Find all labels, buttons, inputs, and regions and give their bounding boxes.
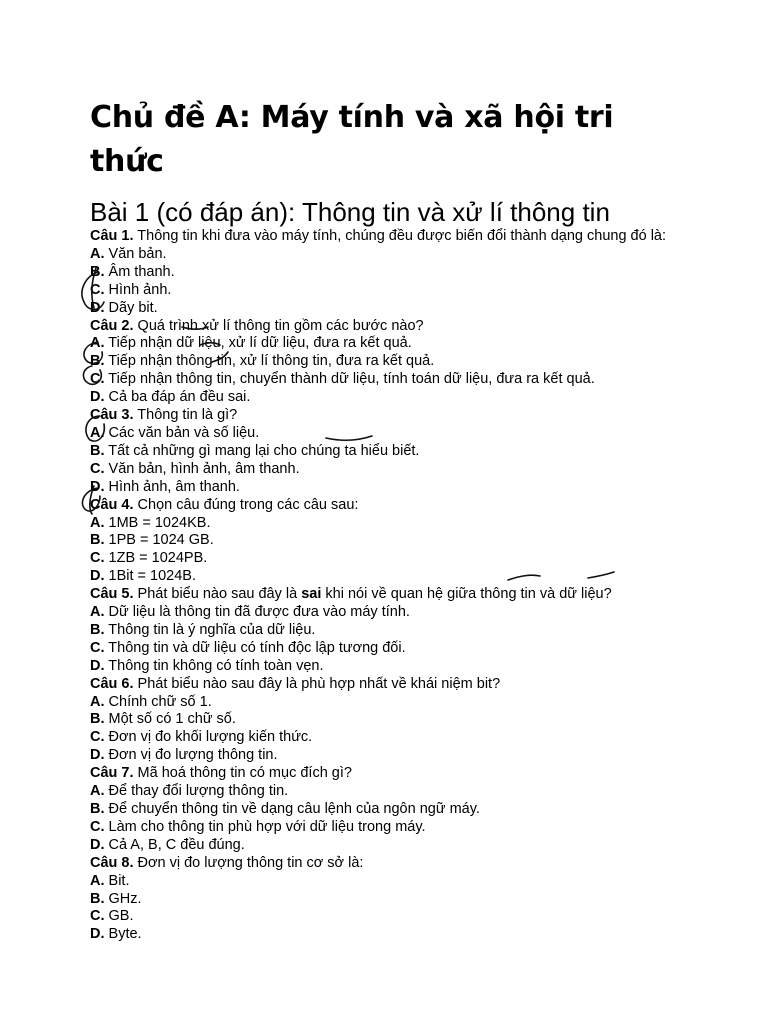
answer-option xyxy=(90,908,690,926)
question-text: Thông tin là gì? xyxy=(133,407,238,424)
option-letter: B. xyxy=(90,890,105,907)
answer-option xyxy=(90,264,690,282)
question-stem xyxy=(90,676,690,694)
option-text: Dữ liệu là thông tin đã được đưa vào máy tính. xyxy=(104,604,410,621)
option-text: Để chuyển thông tin về dạng câu lệnh của ngôn ngữ máy. xyxy=(104,801,480,817)
option-text: Hình ảnh, âm thanh. xyxy=(104,478,240,495)
option-text: Văn bản. xyxy=(104,245,167,262)
answer-option xyxy=(90,282,690,300)
option-letter: D. xyxy=(90,299,105,316)
option-text: GB. xyxy=(104,908,134,925)
document-title: Chủ đề A: Máy tính và xã hội tri thức xyxy=(90,100,614,179)
option-letter: D. xyxy=(90,568,105,585)
question-label: Câu 8. xyxy=(90,854,134,871)
option-letter: C. xyxy=(90,729,105,746)
answer-option xyxy=(90,461,690,479)
option-text: Tất cả những gì mang lại cho chúng ta hiểu biết. xyxy=(104,442,420,459)
answer-option xyxy=(90,371,690,389)
answer-option xyxy=(90,353,690,371)
question-label: Câu 7. xyxy=(90,765,134,782)
option-letter: D. xyxy=(90,389,105,406)
question-label: Câu 3. xyxy=(90,407,134,424)
option-letter: A. xyxy=(90,335,105,352)
option-letter: A. xyxy=(90,245,105,262)
answer-option xyxy=(90,568,690,586)
answer-option xyxy=(90,873,690,891)
answer-option xyxy=(90,604,690,622)
answer-option xyxy=(90,819,690,837)
option-letter: B. xyxy=(90,263,105,280)
answer-option xyxy=(90,747,690,765)
question-stem xyxy=(90,855,690,873)
answer-option xyxy=(90,926,690,944)
question-label: Câu 2. xyxy=(90,317,134,334)
option-text: Chính chữ số 1. xyxy=(104,693,212,710)
question-stem xyxy=(90,318,690,336)
option-letter: C. xyxy=(90,908,105,925)
option-letter: A. xyxy=(90,693,105,710)
question-stem xyxy=(90,586,690,604)
option-letter: B. xyxy=(90,711,105,728)
answer-option xyxy=(90,550,690,568)
option-text: Hình ảnh. xyxy=(104,281,172,298)
option-text: Tiếp nhận thông tin, chuyển thành dữ liệu, tính toán dữ liệu, đưa ra kết quả. xyxy=(104,371,595,388)
answer-option xyxy=(90,425,690,443)
option-letter: B. xyxy=(90,442,105,459)
option-text: Đơn vị đo lượng thông tin. xyxy=(104,747,278,764)
answer-option xyxy=(90,837,690,855)
option-text: Cả A, B, C đều đúng. xyxy=(104,836,245,853)
answer-option xyxy=(90,389,690,407)
option-text: 1MB = 1024KB. xyxy=(104,514,211,531)
option-letter: C. xyxy=(90,371,105,388)
answer-option xyxy=(90,479,690,497)
question-text: Phát biểu nào sau đây là xyxy=(133,586,302,603)
option-text: Làm cho thông tin phù hợp với dữ liệu trong máy. xyxy=(104,818,426,835)
option-letter: B. xyxy=(90,801,105,817)
answer-option xyxy=(90,532,690,550)
document-page xyxy=(90,96,690,944)
question-text: khi nói về quan hệ giữa thông tin và dữ liệu? xyxy=(321,586,612,603)
answer-option xyxy=(90,622,690,640)
question-text: Thông tin khi đưa vào máy tính, chúng đều được biến đổi thành dạng chung đó là: xyxy=(133,228,667,244)
option-text: 1ZB = 1024PB. xyxy=(104,550,208,567)
answer-option xyxy=(90,246,690,264)
option-letter: C. xyxy=(90,281,105,298)
option-letter: C. xyxy=(90,818,105,835)
option-letter: B. xyxy=(90,621,105,638)
option-letter: D. xyxy=(90,926,105,943)
option-text: Thông tin và dữ liệu có tính độc lập tương đối. xyxy=(104,639,406,656)
answer-option xyxy=(90,694,690,712)
answer-option xyxy=(90,335,690,353)
option-text: Âm thanh. xyxy=(104,263,175,280)
question-text: Quá trình xử lí thông tin gồm các bước nào? xyxy=(133,317,424,334)
answer-option xyxy=(90,801,690,819)
answer-option xyxy=(90,658,690,676)
question-label: Câu 1. xyxy=(90,228,134,244)
answer-option xyxy=(90,515,690,533)
answer-option xyxy=(90,640,690,658)
option-text: Bit. xyxy=(104,872,130,889)
answer-option xyxy=(90,783,690,801)
option-text: 1PB = 1024 GB. xyxy=(104,532,214,549)
option-text: 1Bit = 1024B. xyxy=(104,568,196,585)
question-text: Phát biểu nào sau đây là phù hợp nhất về khái niệm bit? xyxy=(133,675,501,692)
option-text: Byte. xyxy=(104,926,142,943)
option-text: GHz. xyxy=(104,890,142,907)
option-letter: A. xyxy=(90,604,105,621)
option-letter: C. xyxy=(90,460,105,477)
option-letter: D. xyxy=(90,478,105,495)
question-text: Chọn câu đúng trong các câu sau: xyxy=(133,496,359,513)
option-text: Cả ba đáp án đều sai. xyxy=(104,389,251,406)
lesson-subtitle: Bài 1 (có đáp án): Thông tin và xử lí thông tin xyxy=(90,197,610,227)
option-text: Đơn vị đo khối lượng kiến thức. xyxy=(104,729,313,746)
option-text: Văn bản, hình ảnh, âm thanh. xyxy=(104,460,300,477)
option-letter: B. xyxy=(90,532,105,549)
option-letter: A. xyxy=(90,514,105,531)
answer-option xyxy=(90,729,690,747)
answer-option xyxy=(90,711,690,729)
option-letter: C. xyxy=(90,639,105,656)
emphasis-word: sai xyxy=(301,586,322,603)
question-stem xyxy=(90,765,690,783)
question-label: Câu 6. xyxy=(90,675,134,692)
option-letter: A. xyxy=(90,424,105,441)
option-text: Tiếp nhận dữ liệu, xử lí dữ liệu, đưa ra kết quả. xyxy=(104,335,412,352)
option-text: Thông tin là ý nghĩa của dữ liệu. xyxy=(104,621,316,638)
question-list xyxy=(90,228,690,944)
option-letter: D. xyxy=(90,747,105,764)
option-text: Một số có 1 chữ số. xyxy=(104,711,236,728)
option-letter: D. xyxy=(90,657,105,674)
answer-option xyxy=(90,443,690,461)
question-text: Mã hoá thông tin có mục đích gì? xyxy=(133,765,352,782)
option-letter: A. xyxy=(90,872,105,889)
option-text: Tiếp nhận thông tin, xử lí thông tin, đưa ra kết quả. xyxy=(104,353,435,370)
option-text: Dãy bit. xyxy=(104,299,158,316)
question-stem xyxy=(90,407,690,425)
answer-option xyxy=(90,891,690,909)
option-letter: D. xyxy=(90,836,105,853)
option-letter: C. xyxy=(90,550,105,567)
question-stem xyxy=(90,497,690,515)
option-text: Thông tin không có tính toàn vẹn. xyxy=(104,657,324,674)
answer-option xyxy=(90,300,690,318)
option-text: Để thay đổi lượng thông tin. xyxy=(104,783,289,800)
question-text: Đơn vị đo lượng thông tin cơ sở là: xyxy=(133,854,364,871)
question-label: Câu 5. xyxy=(90,586,134,603)
question-stem xyxy=(90,228,690,246)
question-label: Câu 4. xyxy=(90,496,134,513)
option-text: Các văn bản và số liệu. xyxy=(104,424,260,441)
option-letter: A. xyxy=(90,783,105,800)
option-letter: B. xyxy=(90,353,105,370)
